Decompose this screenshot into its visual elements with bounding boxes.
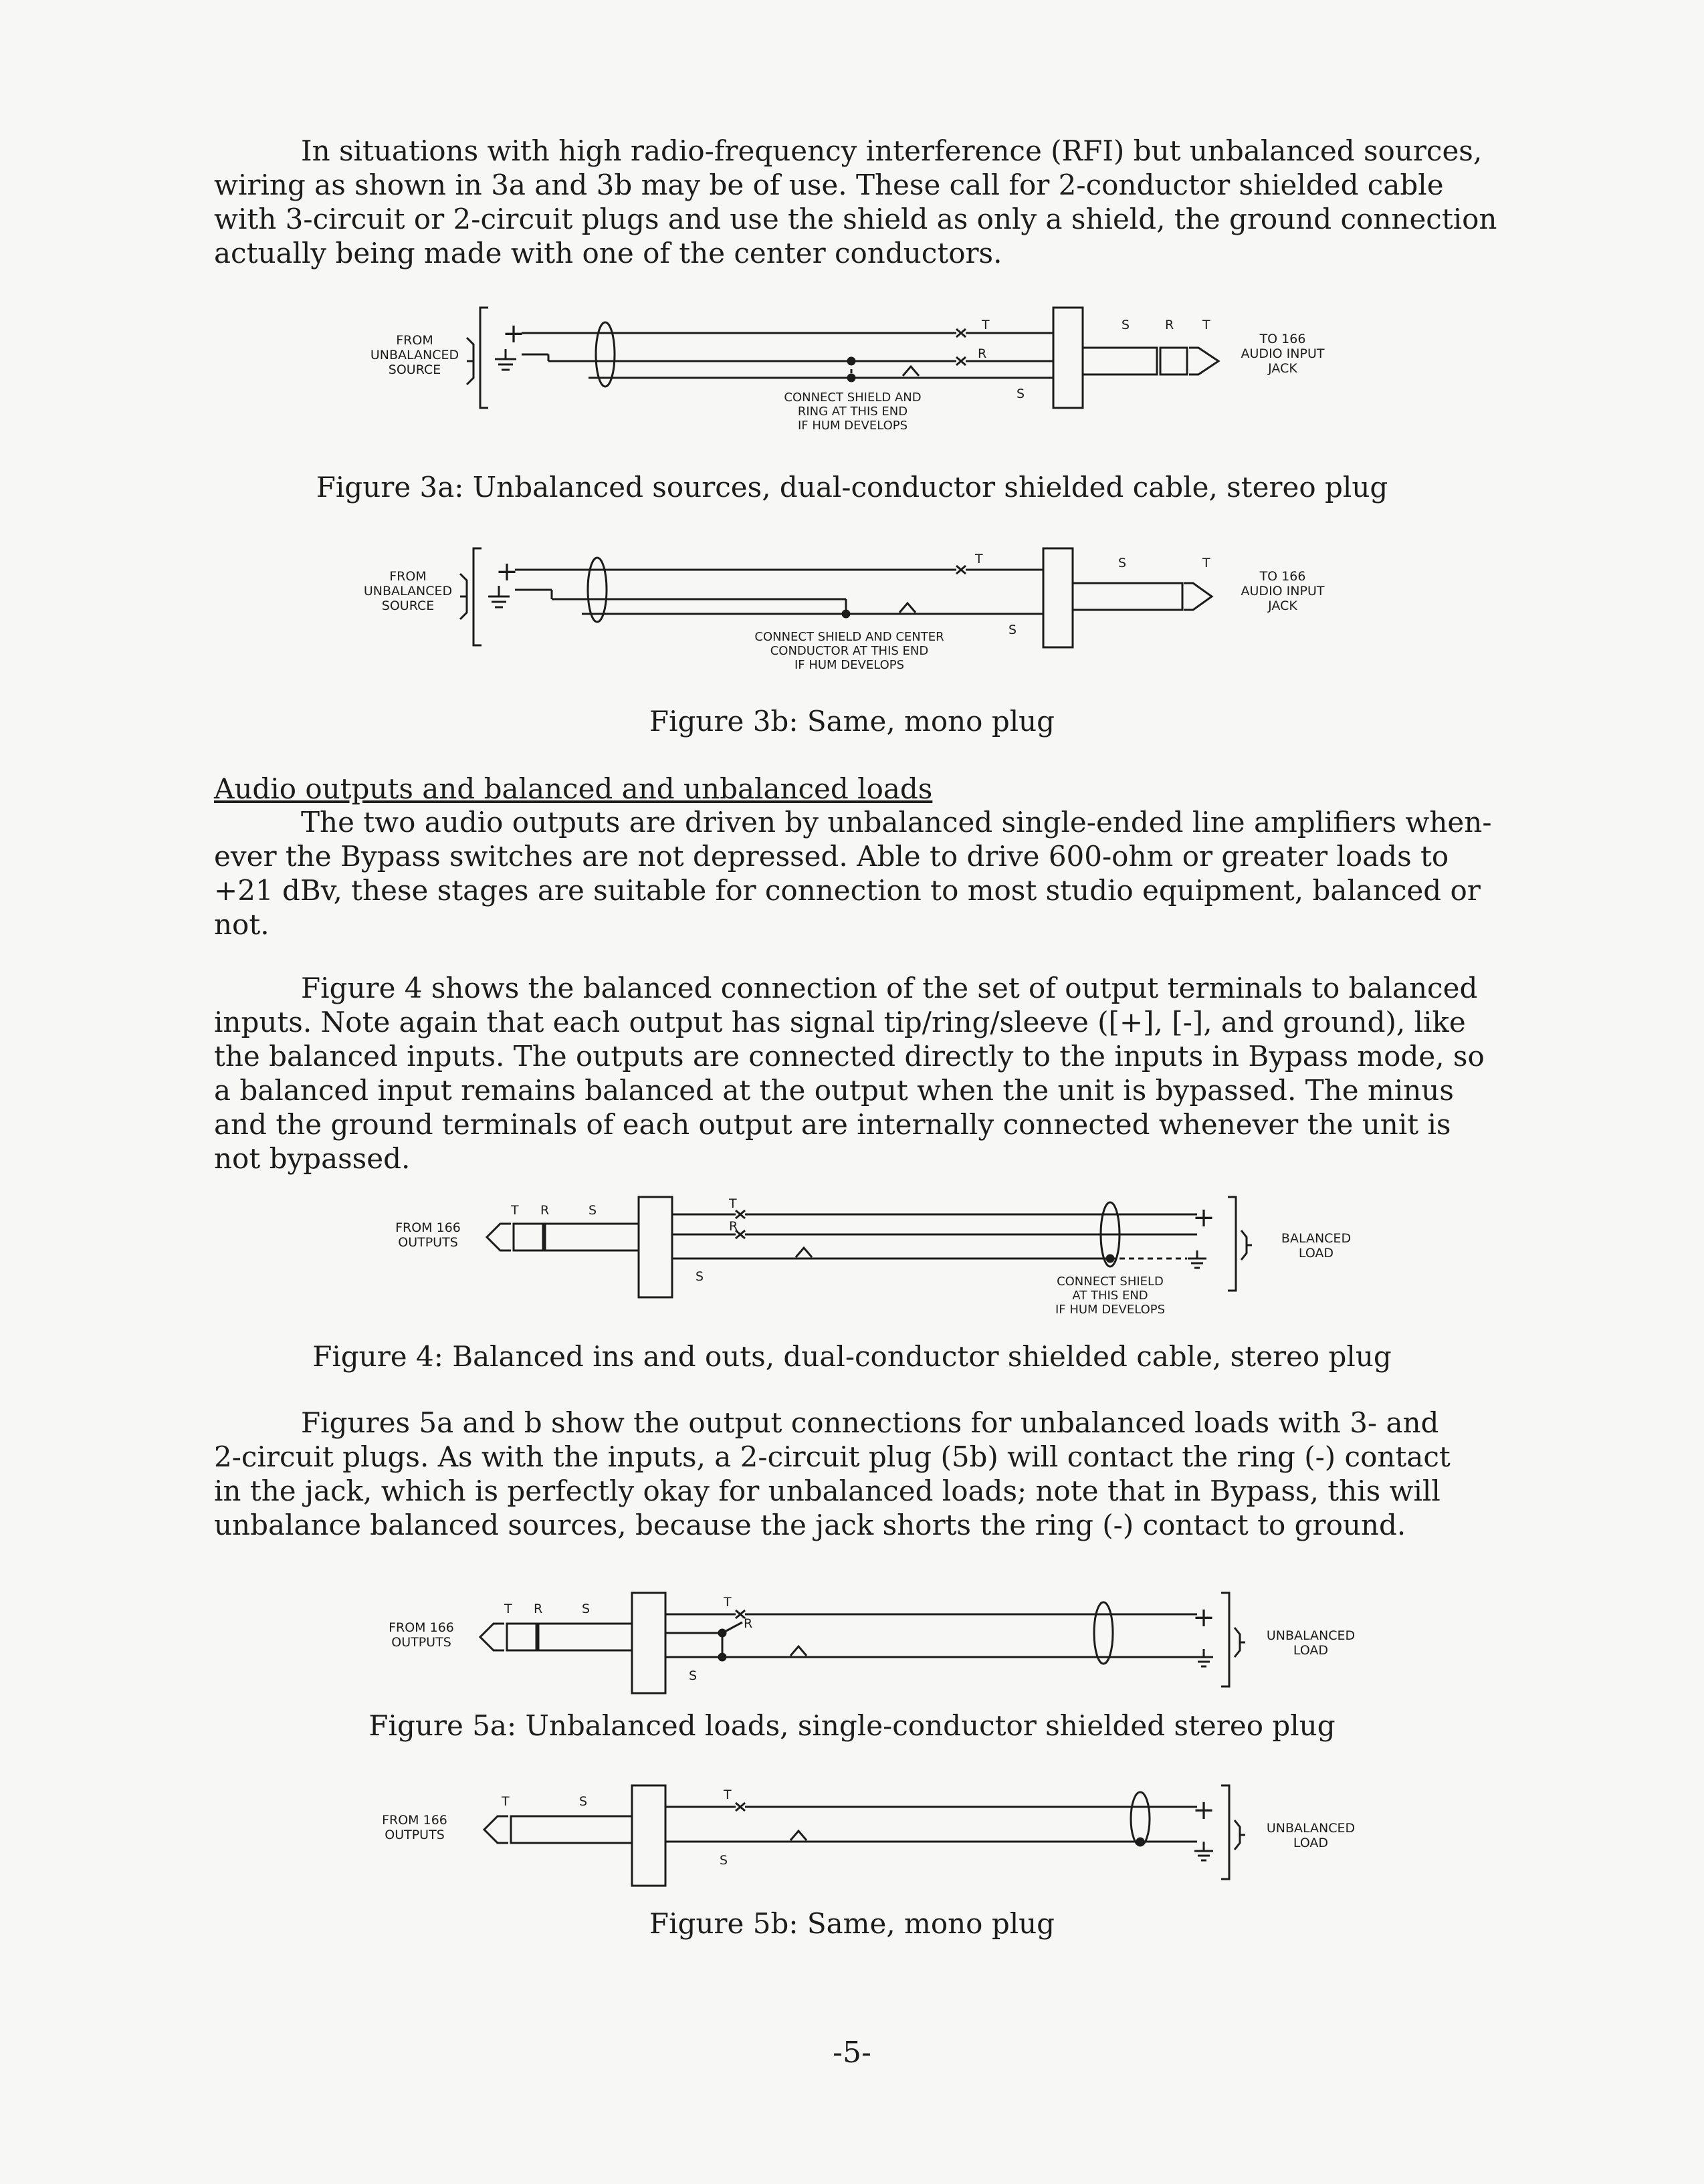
destination-label-line: TO 166: [1259, 332, 1306, 346]
brace: [1241, 1230, 1252, 1260]
plug-body: [1043, 548, 1073, 647]
source-label-line: OUTPUTS: [385, 1828, 445, 1842]
plug-body: [632, 1785, 665, 1886]
ring-label: R: [1165, 318, 1174, 332]
text-line: inputs. Note again that each output has signal tip/ring/sleeve ([+], [-], and ground), like: [214, 1006, 1466, 1039]
bracket: [473, 548, 482, 645]
text-line: Figure 4 shows the balanced connection of the set of output terminals to balanced: [301, 972, 1478, 1004]
source-label-line: FROM 166: [389, 1620, 454, 1635]
tip-label: T: [511, 1203, 519, 1218]
destination-label-line: AUDIO INPUT: [1241, 584, 1325, 598]
source-label-line: SOURCE: [388, 362, 441, 377]
sleeve-label: S: [589, 1203, 597, 1218]
load-label-line: BALANCED: [1281, 1231, 1352, 1246]
plug-body: [639, 1197, 672, 1297]
figure-3a-caption: Figure 3a: Unbalanced sources, dual-conductor shielded cable, stereo plug: [316, 471, 1388, 504]
plug-tip: [480, 1624, 504, 1650]
hum-note-line: CONDUCTOR AT THIS END: [770, 644, 929, 658]
plus-symbol: +: [496, 556, 518, 587]
text-line: not.: [214, 908, 270, 941]
junction-dot: [1137, 1838, 1144, 1845]
bracket: [1221, 1785, 1229, 1879]
load-label-line: UNBALANCED: [1266, 1628, 1356, 1643]
text-line: not bypassed.: [214, 1142, 411, 1175]
hum-note-line: RING AT THIS END: [797, 405, 908, 419]
ground-symbol: [495, 349, 516, 370]
text-line: actually being made with one of the center conductors.: [214, 237, 1002, 269]
plug-ring: [514, 1224, 543, 1250]
cable-break-mark: [790, 1646, 807, 1656]
source-label-line: OUTPUTS: [391, 1635, 451, 1650]
tip-label: T: [502, 1794, 510, 1809]
load-label-line: UNBALANCED: [1266, 1821, 1356, 1836]
plug-ring: [507, 1624, 536, 1650]
x-mark: [736, 1210, 745, 1218]
load-label-line: LOAD: [1293, 1836, 1329, 1850]
text-line: and the ground terminals of each output are internally connected whenever the unit is: [214, 1108, 1451, 1141]
paragraph-figure-4-intro: [214, 971, 1525, 1176]
plus-symbol: +: [502, 318, 525, 349]
cable-break-mark: [796, 1248, 812, 1257]
plug-tip: [1184, 583, 1212, 610]
destination-label-line: JACK: [1268, 361, 1297, 376]
plug-sleeve: [511, 1816, 632, 1843]
hum-note-line: IF HUM DEVELOPS: [1055, 1303, 1166, 1317]
tip-label: T: [975, 552, 983, 566]
hum-note-line: CONNECT SHIELD AND CENTER: [754, 630, 944, 644]
plus-symbol: +: [1192, 1795, 1215, 1826]
text-line: 2-circuit plugs. As with the inputs, a 2-circuit plug (5b) will contact the ring (-) contact: [214, 1440, 1451, 1473]
plug-sleeve: [1073, 583, 1182, 610]
source-label-line: UNBALANCED: [370, 348, 459, 362]
text-line: ever the Bypass switches are not depressed. Able to drive 600-ohm or greater loads to: [214, 840, 1449, 873]
text-line: In situations with high radio-frequency interference (RFI) but unbalanced sources,: [301, 134, 1483, 167]
source-label-line: FROM: [389, 569, 427, 584]
sleeve-label: S: [689, 1668, 698, 1683]
hum-note-line: AT THIS END: [1072, 1289, 1148, 1303]
brace: [467, 338, 473, 385]
plug-body: [1053, 308, 1083, 408]
source-label-line: FROM 166: [382, 1813, 447, 1828]
plug-ring: [1160, 348, 1187, 374]
bracket: [1228, 1197, 1236, 1291]
plug-sleeve: [545, 1224, 639, 1250]
figure-3b-diagram: [0, 535, 1704, 689]
cable-break-mark: [899, 603, 916, 613]
text-line: wiring as shown in 3a and 3b may be of use. These call for 2-conductor shielded cable: [214, 169, 1444, 201]
text-line: a balanced input remains balanced at the output when the unit is bypassed. The minus: [214, 1074, 1454, 1107]
tip-label: T: [1202, 556, 1210, 570]
text-line: with 3-circuit or 2-circuit plugs and use the shield as only a shield, the ground connection: [214, 203, 1497, 235]
destination-label-line: AUDIO INPUT: [1241, 346, 1325, 361]
hum-note-line: CONNECT SHIELD: [1057, 1275, 1164, 1289]
figure-3a-diagram: [0, 294, 1704, 448]
source-label-line: UNBALANCED: [363, 584, 453, 598]
paragraph-outputs: [214, 805, 1525, 942]
section-heading: Audio outputs and balanced and unbalanced loads: [214, 772, 933, 805]
ring-label: R: [534, 1602, 543, 1616]
cable-break-mark: [903, 366, 919, 376]
cable-shield: [588, 558, 607, 622]
source-label-line: FROM 166: [395, 1220, 461, 1235]
destination-label-line: JACK: [1268, 598, 1297, 613]
source-label-line: SOURCE: [381, 598, 435, 613]
figure-4-diagram: [0, 1184, 1704, 1331]
sleeve-label: S: [579, 1794, 588, 1809]
hum-note-line: IF HUM DEVELOPS: [794, 658, 905, 672]
plus-symbol: +: [1192, 1602, 1215, 1633]
tip-label: T: [982, 318, 990, 332]
tip-label: T: [729, 1196, 737, 1211]
source-label-line: FROM: [396, 333, 433, 348]
figure-3b-caption: Figure 3b: Same, mono plug: [649, 705, 1055, 738]
x-mark: [956, 566, 966, 574]
sleeve-label: S: [582, 1602, 591, 1616]
sleeve-label: S: [720, 1853, 728, 1868]
figure-5b-caption: Figure 5b: Same, mono plug: [649, 1907, 1055, 1940]
ground-symbol: [1194, 1649, 1213, 1666]
hum-note-line: IF HUM DEVELOPS: [797, 419, 908, 433]
bracket: [480, 308, 488, 408]
ground-symbol: [488, 586, 510, 607]
sleeve-label: S: [1122, 318, 1130, 332]
x-mark: [736, 1803, 745, 1811]
load-label-line: LOAD: [1298, 1246, 1334, 1261]
paragraph-figure-5-intro: [214, 1406, 1525, 1542]
cable-shield: [1094, 1602, 1113, 1664]
sleeve-label: S: [696, 1269, 704, 1284]
figure-4-caption: Figure 4: Balanced ins and outs, dual-conductor shielded cable, stereo plug: [312, 1340, 1392, 1373]
plug-tip: [484, 1816, 508, 1843]
plus-symbol: +: [1192, 1202, 1215, 1233]
figure-5a-caption: Figure 5a: Unbalanced loads, single-conductor shielded stereo plug: [368, 1709, 1336, 1742]
ring-label: R: [978, 346, 987, 361]
plug-tip: [487, 1224, 511, 1250]
text-line: in the jack, which is perfectly okay for unbalanced loads; note that in Bypass, this will: [214, 1475, 1441, 1507]
brace: [1235, 1820, 1245, 1850]
tip-label: T: [724, 1595, 732, 1610]
ring-label: R: [729, 1219, 738, 1234]
plug-tip: [1189, 348, 1218, 374]
page-number: -5-: [833, 2036, 871, 2070]
paragraph-rfi: [214, 134, 1525, 270]
ground-symbol: [1194, 1842, 1213, 1860]
x-mark: [956, 357, 966, 365]
tip-label: T: [1202, 318, 1210, 332]
tip-label: T: [504, 1602, 512, 1616]
sleeve-label: S: [1017, 387, 1025, 401]
ring-label: R: [744, 1616, 753, 1631]
figure-5a-diagram: [0, 1579, 1704, 1700]
ground-symbol: [1188, 1250, 1206, 1268]
brace: [460, 574, 467, 619]
brace: [1235, 1628, 1245, 1657]
ring-label: R: [540, 1203, 550, 1218]
text-line: The two audio outputs are driven by unbalanced single-ended line amplifiers when-: [301, 806, 1492, 839]
figure-5b-diagram: [0, 1772, 1704, 1892]
bracket: [1221, 1593, 1229, 1686]
sleeve-label: S: [1118, 556, 1127, 570]
source-label-line: OUTPUTS: [398, 1235, 458, 1250]
tip-label: T: [724, 1787, 732, 1802]
text-line: the balanced inputs. The outputs are connected directly to the inputs in Bypass mode, so: [214, 1040, 1485, 1073]
text-line: Figures 5a and b show the output connections for unbalanced loads with 3- and: [301, 1406, 1439, 1439]
destination-label-line: TO 166: [1259, 569, 1306, 584]
text-line: +21 dBv, these stages are suitable for connection to most studio equipment, balanced or: [214, 874, 1481, 907]
sleeve-label: S: [1008, 623, 1017, 637]
hum-note-line: CONNECT SHIELD AND: [784, 391, 922, 405]
plug-sleeve: [1083, 348, 1157, 374]
cable-break-mark: [790, 1831, 807, 1840]
text-line: unbalance balanced sources, because the jack shorts the ring (-) contact to ground.: [214, 1509, 1406, 1541]
x-mark: [956, 329, 966, 337]
plug-body: [632, 1593, 665, 1693]
plug-sleeve: [538, 1624, 632, 1650]
load-label-line: LOAD: [1293, 1643, 1329, 1658]
